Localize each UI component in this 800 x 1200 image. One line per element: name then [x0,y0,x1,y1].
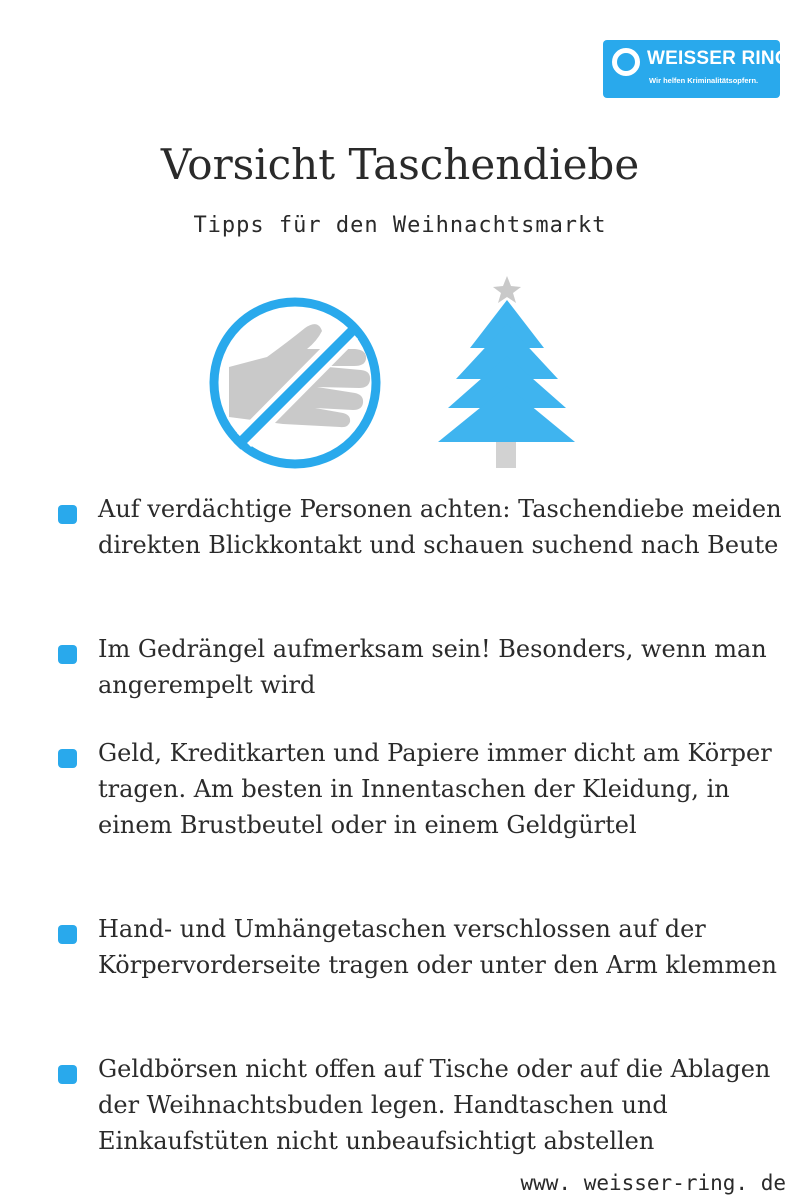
bullet-icon [58,749,77,768]
page-subtitle: Tipps für den Weihnachtsmarkt [193,213,607,238]
page-title: Vorsicht Taschendiebe [160,140,640,189]
tip-text: Im Gedrängel aufmerksam sein! Besonders, wenn man angerempelt wird [98,635,767,699]
bullet-icon [58,505,77,524]
logo-name: WEISSER RING [647,48,790,69]
tip-text: Geld, Kreditkarten und Papiere immer dicht am Körper tragen. Am besten in Innentaschen der Kleidung, in einem Brustbeutel oder in einem Geldgürtel [98,739,772,839]
tip-text: Geldbörsen nicht offen auf Tische oder auf die Ablagen der Weihnachtsbuden legen. Handtaschen und Einkaufstüten nicht unbeaufsichtigt abstellen [98,1055,771,1155]
bullet-icon [58,645,77,664]
tip-text: Auf verdächtige Personen achten: Taschendiebe meiden direkten Blickkontakt und schauen suchend nach Beute [98,495,782,559]
website-link[interactable]: www. weisser-ring. de [520,1171,786,1195]
logo-tagline: Wir helfen Kriminalitätsopfern. [649,76,759,85]
bullet-icon [58,925,77,944]
bullet-icon [58,1065,77,1084]
tip-text: Hand- und Umhängetaschen verschlossen auf der Körpervorderseite tragen oder unter den Arm klemmen [98,915,777,979]
